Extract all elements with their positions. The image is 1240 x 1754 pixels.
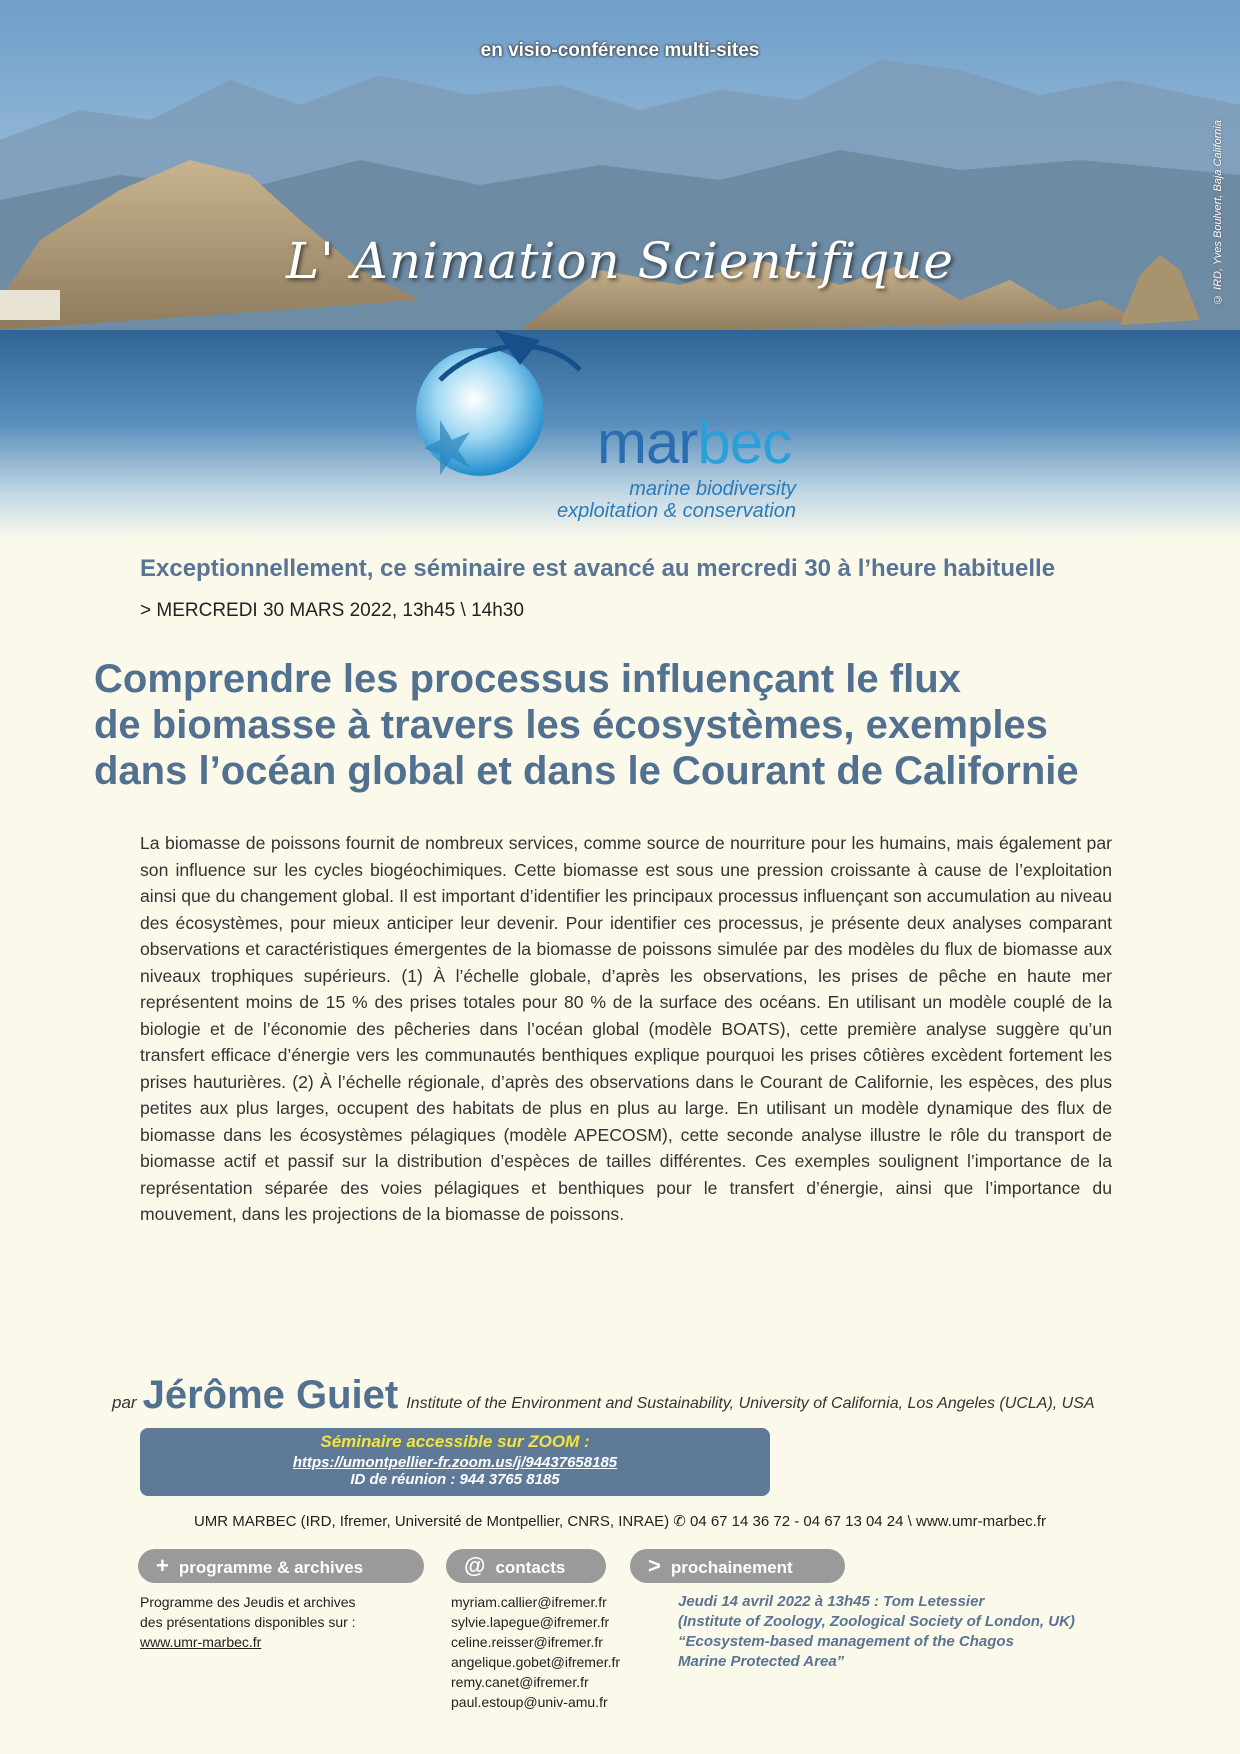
zoom-meeting-id: ID de réunion : 944 3765 8185: [350, 1471, 560, 1488]
speaker-prefix: par: [112, 1393, 137, 1412]
contact-email[interactable]: paul.estoup@univ-amu.fr: [451, 1694, 608, 1710]
marbec-logo-subtitle: [540, 478, 796, 522]
programme-line1: Programme des Jeudis et archives: [140, 1594, 356, 1610]
next-seminar-line2: (Institute of Zoology, Zoological Society of London, UK): [678, 1613, 1075, 1630]
marbec-logo-word: [597, 408, 791, 477]
title-line2: de biomasse à travers les écosystèmes, exemples: [94, 703, 1048, 747]
photo-credit: © IRD, Yves Boulvert, Baja California: [1212, 120, 1224, 306]
programme-column: [140, 1592, 356, 1652]
chevron-right-icon: >: [648, 1553, 661, 1578]
next-pill: [630, 1549, 845, 1583]
speaker-institution: Institute of the Environment and Sustainability, University of California, Los Angeles (UCLA), USA: [406, 1395, 1095, 1412]
contact-email[interactable]: celine.reisser@ifremer.fr: [451, 1634, 603, 1650]
speaker-line: [112, 1373, 1095, 1418]
logo-sub-line1: marine biodiversity: [629, 478, 796, 500]
animation-title: L' Animation Scientifique: [285, 232, 955, 290]
programme-line2: des présentations disponibles sur :: [140, 1614, 356, 1630]
contacts-pill-label: contacts: [495, 1558, 566, 1577]
title-line1: Comprendre les processus influençant le flux: [94, 657, 961, 701]
contacts-column: [451, 1592, 620, 1712]
next-seminar-line3: “Ecosystem-based management of the Chagos: [678, 1633, 1014, 1650]
speaker-name: Jérôme Guiet: [142, 1373, 399, 1417]
programme-archives-pill: [138, 1549, 424, 1583]
zoom-link[interactable]: https://umontpellier-fr.zoom.us/j/94437658185: [292, 1454, 618, 1471]
programme-pill-label: programme & archives: [178, 1558, 364, 1577]
plus-icon: +: [156, 1553, 169, 1578]
zoom-info-box: [140, 1428, 770, 1496]
top-note: en visio-conférence multi-sites: [480, 40, 760, 61]
programme-link[interactable]: www.umr-marbec.fr: [140, 1634, 262, 1650]
abstract-text: La biomasse de poissons fournit de nombreux services, comme source de nourriture pour les humains, mais également par son influence sur les cycles biogéochimiques. Cette biomasse est sous une pression croissante à cause de l’exploitation ainsi que du changement global. Il est important d’identifier les principaux processus influençant son accumulation au niveau des écosystèmes, pour mieux anticiper leur devenir. Pour identifier ces processus, je présente deux analyses comparant observations et caractéristiques émergentes de la biomasse de poissons simulée par des modèles du flux de biomasse aux niveaux trophiques supérieurs. (1) À l’échelle globale, d’après les observations, les prises de pêche en haute mer représentent moins de 15 % des prises totales pour 80 % de la surface des océans. En utilisant un modèle couplé de la biologie et de l’économie des pêcheries dans l’océan global (modèle BOATS), cette première analyse suggère qu’un transfert efficace d’énergie vers les communautés benthiques explique pourquoi les prises côtières excèdent fortement les prises hauturières. (2) À l’échelle régionale, d’après des observations dans le Courant de Californie, les espèces, des plus petites aux plus larges, occupent des habitats de plus en plus au large. En utilisant un modèle dynamique des flux de biomasse dans les écosystèmes pélagiques (modèle APECOSM), cette seconde analyse illustre le rôle du transport de biomasse actif et passif sur la distribution d’espèces de tailles différentes. Ces exemples soulignent l’importance de la représentation séparée des voies pélagiques et benthiques pour le transfert d’énergie, ainsi que l’importance du mouvement, dans les projections de la biomasse de poissons.: [140, 833, 1112, 1224]
contacts-pill: [446, 1549, 606, 1583]
next-seminar-line4: Marine Protected Area”: [678, 1653, 845, 1670]
logo-sub-line2: exploitation & conservation: [556, 500, 796, 522]
seminar-title: [94, 656, 1154, 794]
next-seminar-line1: Jeudi 14 avril 2022 à 13h45 : Tom Letessier: [678, 1593, 985, 1610]
contact-email[interactable]: angelique.gobet@ifremer.fr: [451, 1654, 621, 1670]
logo-word-part2: bec: [697, 409, 792, 476]
contact-email[interactable]: sylvie.lapegue@ifremer.fr: [451, 1614, 610, 1630]
at-icon: @: [464, 1553, 486, 1578]
event-date: > MERCREDI 30 MARS 2022, 13h45 \ 14h30: [140, 600, 524, 621]
zoom-heading: Séminaire accessible sur ZOOM :: [320, 1432, 590, 1451]
title-line3: dans l’océan global et dans le Courant de Californie: [94, 749, 1079, 793]
contact-email[interactable]: myriam.callier@ifremer.fr: [451, 1594, 607, 1610]
lab-contact-line: UMR MARBEC (IRD, Ifremer, Université de Montpellier, CNRS, INRAE) ✆ 04 67 14 36 72 - 04 67 13 04 24 \ www.umr-marbec.fr: [193, 1513, 1047, 1530]
schedule-notice: Exceptionnellement, ce séminaire est avancé au mercredi 30 à l’heure habituelle: [140, 555, 1056, 582]
next-seminar: [678, 1592, 1158, 1672]
logo-word-part1: mar: [597, 409, 698, 476]
next-pill-label: prochainement: [670, 1558, 793, 1577]
contact-email[interactable]: remy.canet@ifremer.fr: [451, 1674, 589, 1690]
